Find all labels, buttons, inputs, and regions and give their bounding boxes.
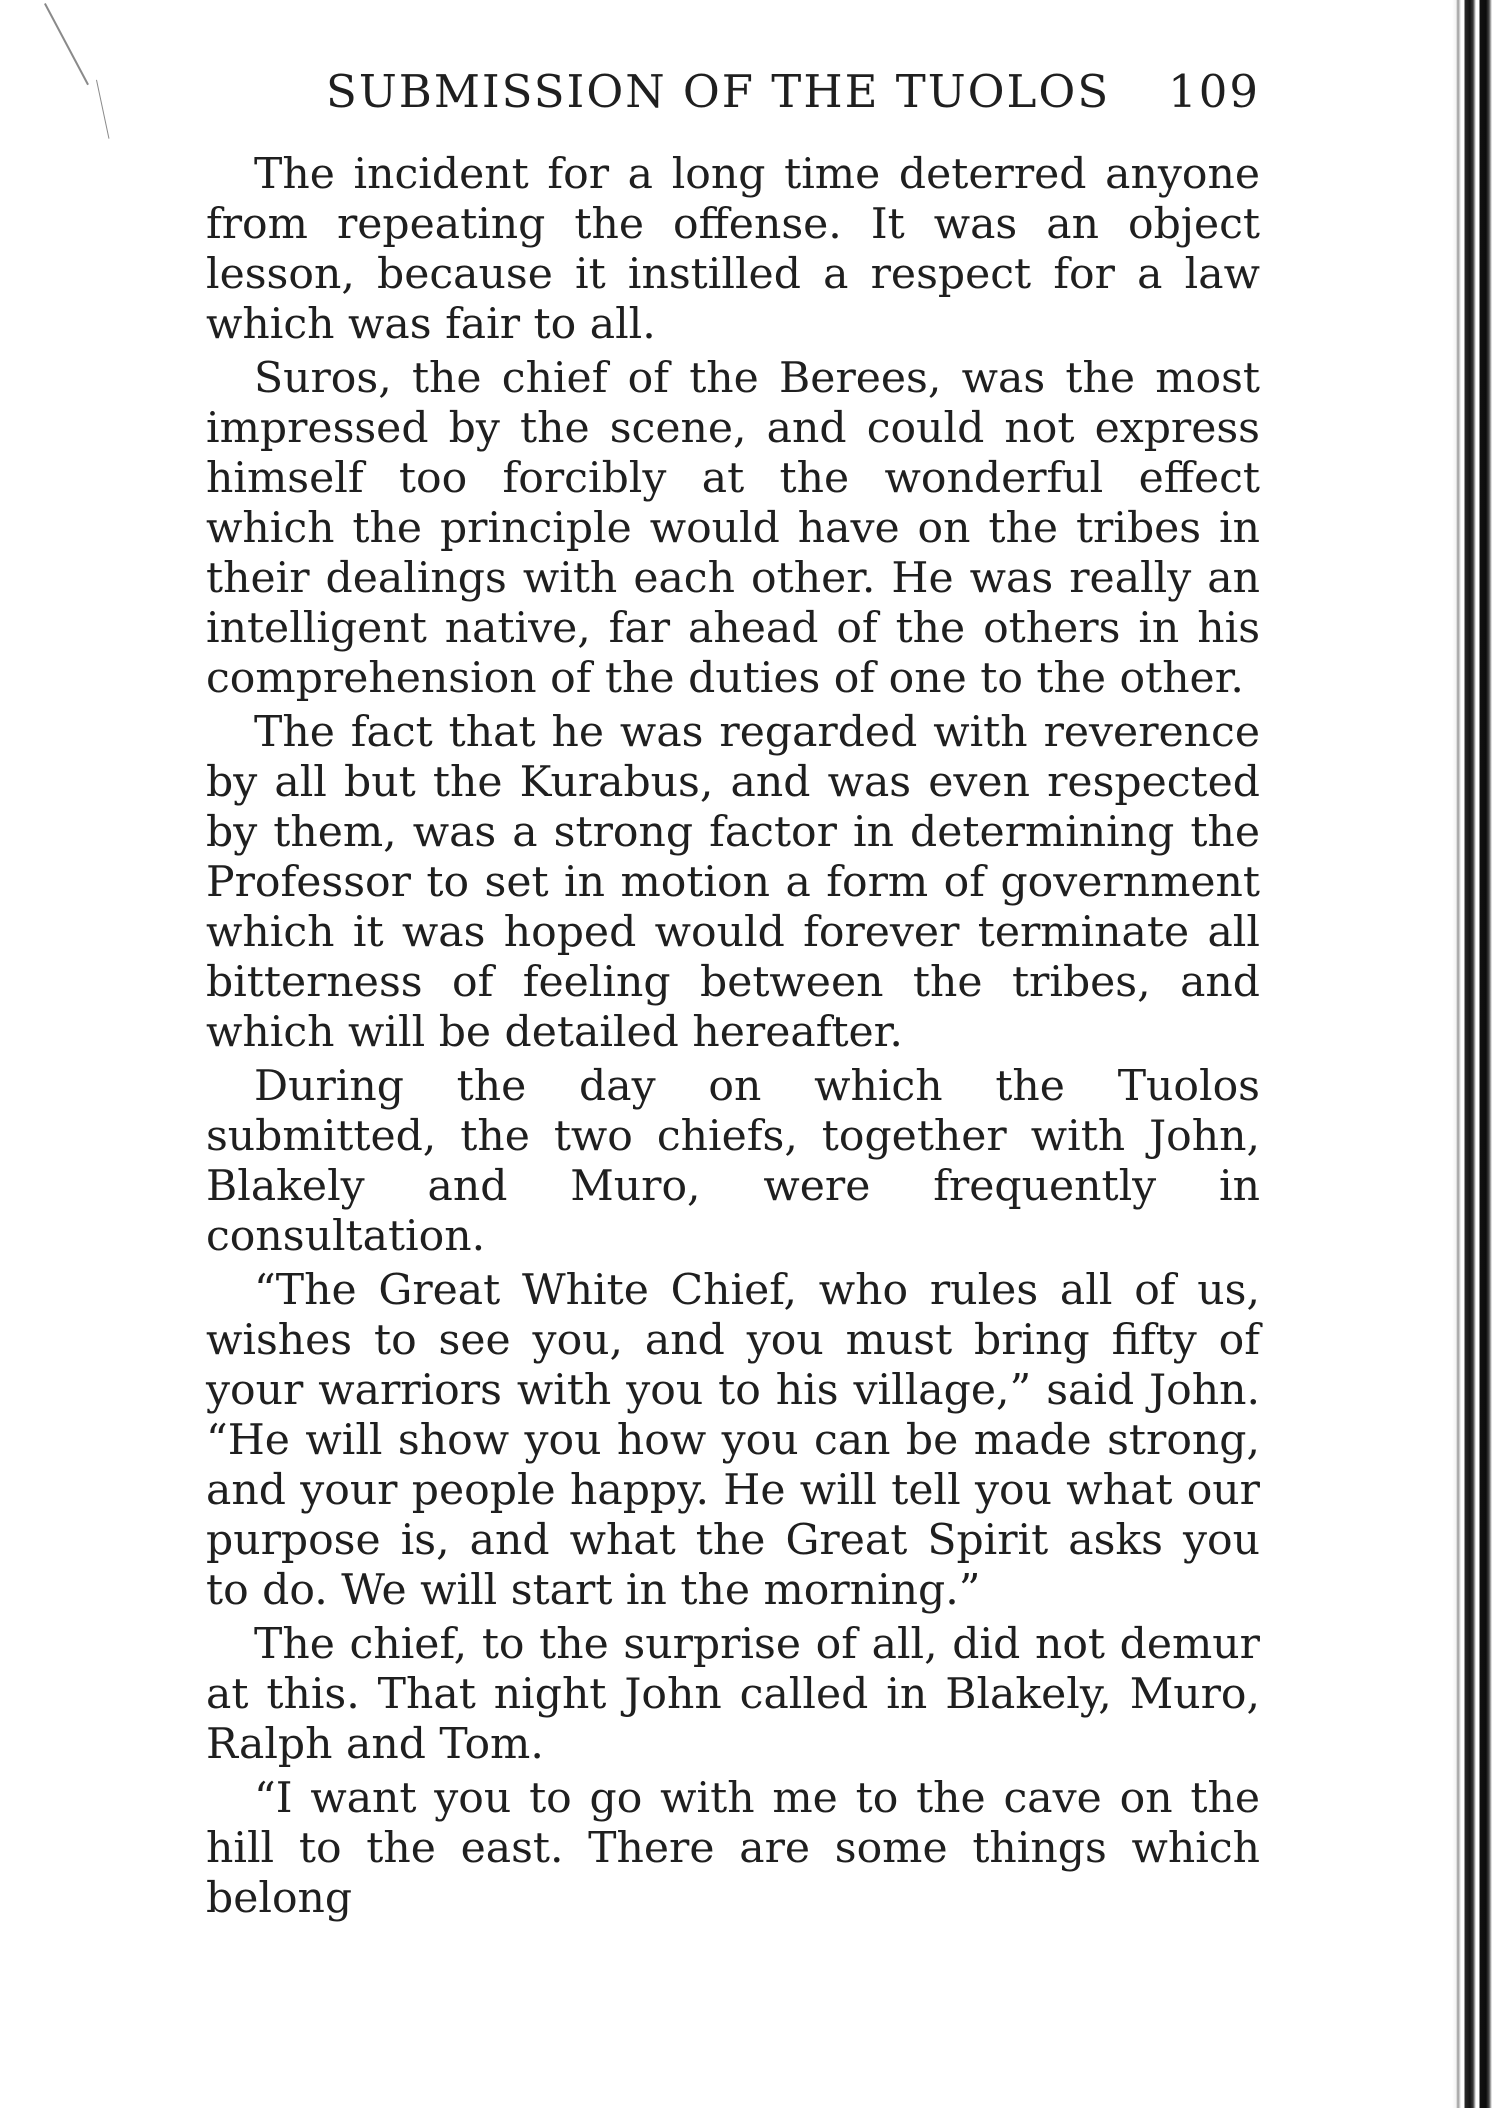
running-head: SUBMISSION OF THE TUOLOS [326,65,1111,118]
page-header [206,62,1260,122]
paragraph: Suros, the chief of the Berees, was the most impressed by the scene, and could not express himself too forcibly at the wonderful effect which the principle would have on the tribes in their dealings with each other. He was really an intelligent native, far ahead of the others in his comprehension of the duties of one to the other. [206,354,1260,703]
paragraph: During the day on which the Tuolos submitted, the two chiefs, together with John, Blakely and Muro, were frequently in consultation. [206,1062,1260,1261]
paragraph: The incident for a long time deterred anyone from repeating the offense. It was an object lesson, because it instilled a respect for a law which was fair to all. [206,150,1260,349]
paragraph: “I want you to go with me to the cave on the hill to the east. There are some things which belong [206,1774,1260,1923]
paragraph: The chief, to the surprise of all, did not demur at this. That night John called in Blakely, Muro, Ralph and Tom. [206,1620,1260,1769]
body-text [206,150,1260,1928]
page-number: 109 [1168,65,1260,118]
binding-gutter [1452,0,1504,2108]
paragraph: The fact that he was regarded with reverence by all but the Kurabus, and was even respected by them, was a strong factor in determining the Professor to set in motion a form of government which it was hoped would forever terminate all bitterness of feeling between the tribes, and which will be detailed hereafter. [206,708,1260,1057]
margin-mark [96,80,109,139]
paragraph: “The Great White Chief, who rules all of us, wishes to see you, and you must bring fifty of your warriors with you to his village,” said John. “He will show you how you can be made strong, and your people happy. He will tell you what our purpose is, and what the Great Spirit asks you to do. We will start in the morning.” [206,1266,1260,1615]
margin-mark [44,3,89,85]
